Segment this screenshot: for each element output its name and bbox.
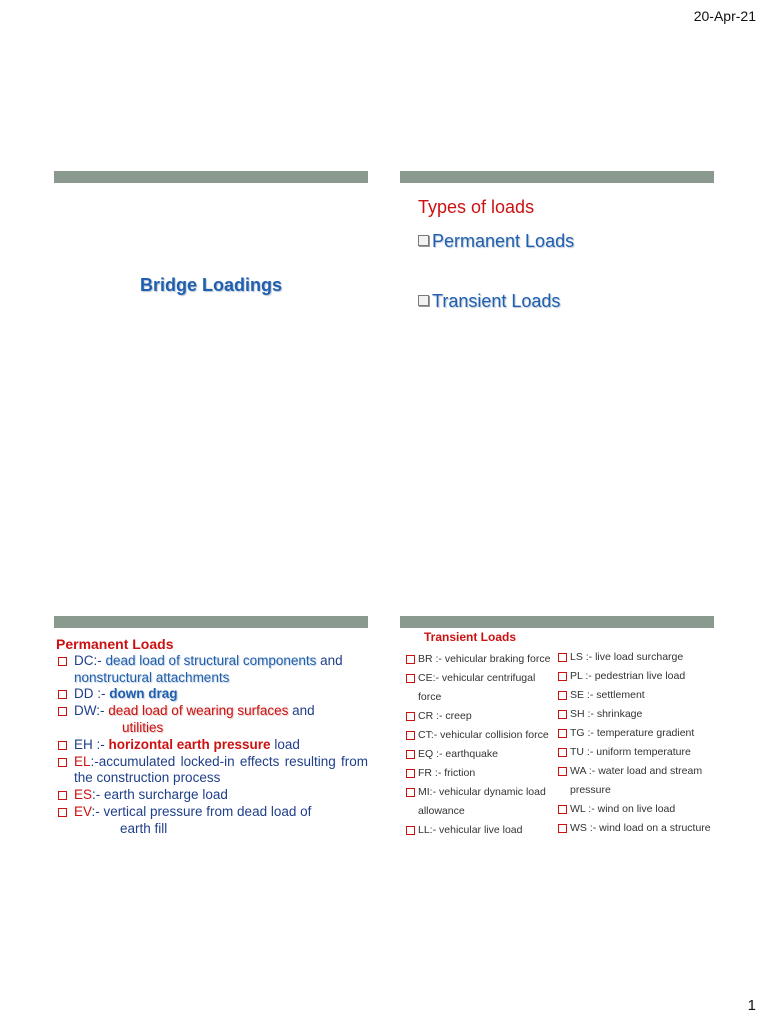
- checkbox-bullet-icon: [418, 235, 429, 246]
- load-code: DD :-: [74, 686, 110, 702]
- load-description: earth fill: [120, 820, 168, 836]
- checkbox-bullet-icon: [406, 769, 415, 778]
- load-code: EL: [74, 753, 91, 769]
- list-item: [418, 231, 574, 252]
- checkbox-bullet-icon: [58, 808, 67, 817]
- load-code: ES: [74, 787, 93, 803]
- load-conjunction: and: [288, 703, 315, 719]
- load-suffix: load: [270, 736, 300, 752]
- load-code: EH :-: [74, 736, 109, 752]
- list-item: [406, 745, 558, 764]
- checkbox-bullet-icon: [558, 653, 567, 662]
- checkbox-bullet-icon: [406, 826, 415, 835]
- checkbox-bullet-icon: [58, 758, 67, 767]
- list-item-label: SH :- shrinkage: [570, 708, 643, 720]
- list-item: [558, 705, 714, 724]
- checkbox-bullet-icon: [406, 788, 415, 797]
- load-description: down drag: [109, 686, 178, 702]
- list-item: [56, 804, 368, 838]
- list-item-label: PL :- pedestrian live load: [570, 670, 686, 682]
- list-item: [558, 724, 714, 743]
- load-description: horizontal earth pressure: [108, 736, 271, 752]
- list-item-label: CR :- creep: [418, 710, 472, 722]
- list-item-label: WA :- water load and stream pressure: [570, 765, 703, 796]
- checkbox-bullet-icon: [58, 791, 67, 800]
- list-item: [406, 726, 558, 745]
- slide-types-of-loads: [400, 171, 714, 581]
- list-item-label: TG :- temperature gradient: [570, 727, 695, 739]
- list-item: [558, 686, 714, 705]
- slide-title: Transient Loads: [424, 630, 517, 644]
- list-item: [56, 787, 368, 804]
- checkbox-bullet-icon: [406, 655, 415, 664]
- checkbox-bullet-icon: [558, 767, 567, 776]
- list-item: [56, 686, 368, 703]
- list-item-label: TU :- uniform temperature: [570, 746, 691, 758]
- list-item: [406, 764, 558, 783]
- checkbox-bullet-icon: [558, 748, 567, 757]
- load-description: nonstructural attachments: [74, 669, 230, 685]
- list-item: [406, 707, 558, 726]
- slide-permanent-loads: [54, 616, 368, 1026]
- load-description: :- vertical pressure from dead load of: [91, 803, 312, 819]
- slide-header-bar: [54, 616, 368, 628]
- slide-title: Types of loads: [418, 197, 535, 217]
- slide-header-bar: [400, 171, 714, 183]
- list-item-label: BR :- vehicular braking force: [418, 653, 551, 665]
- checkbox-bullet-icon: [58, 707, 67, 716]
- checkbox-bullet-icon: [558, 691, 567, 700]
- list-item-label: CE:- vehicular centrifugal force: [418, 672, 536, 703]
- transient-loads-right-column: [558, 648, 714, 838]
- list-item-label: CT:- vehicular collision force: [418, 729, 549, 741]
- list-item-label: EQ :- earthquake: [418, 748, 498, 760]
- checkbox-bullet-icon: [58, 741, 67, 750]
- slide-title: Permanent Loads: [56, 636, 174, 652]
- list-item: [558, 743, 714, 762]
- list-item: [558, 762, 714, 800]
- list-item-label: Permanent Loads: [432, 231, 575, 251]
- checkbox-bullet-icon: [58, 690, 67, 699]
- list-item-label: LL:- vehicular live load: [418, 824, 523, 836]
- list-item: [558, 667, 714, 686]
- list-item-label: WS :- wind load on a structure: [570, 822, 711, 834]
- checkbox-bullet-icon: [58, 657, 67, 666]
- checkbox-bullet-icon: [406, 712, 415, 721]
- list-item: [56, 737, 368, 754]
- load-code: EV: [74, 803, 92, 819]
- list-item: [406, 669, 558, 707]
- list-item-label: WL :- wind on live load: [570, 803, 676, 815]
- checkbox-bullet-icon: [558, 710, 567, 719]
- list-item-label: MI:- vehicular dynamic load allowance: [418, 786, 546, 817]
- list-item: [56, 703, 368, 737]
- list-item: [558, 648, 714, 667]
- list-item-label: Transient Loads: [432, 291, 561, 311]
- transient-loads-left-column: [406, 650, 558, 840]
- checkbox-bullet-icon: [558, 824, 567, 833]
- load-description: dead load of wearing surfaces: [108, 703, 289, 719]
- checkbox-bullet-icon: [418, 295, 429, 306]
- list-item-label: FR :- friction: [418, 767, 476, 779]
- checkbox-bullet-icon: [558, 805, 567, 814]
- slide-transient-loads: [400, 616, 714, 1026]
- list-item: [406, 650, 558, 669]
- slide-bridge-loadings: [54, 171, 368, 581]
- list-item: [56, 653, 368, 687]
- list-item: [406, 783, 558, 821]
- checkbox-bullet-icon: [558, 729, 567, 738]
- list-item: [558, 800, 714, 819]
- slide-title: Bridge Loadings: [139, 275, 282, 295]
- load-description: :-accumulated locked-in effects resulting from the construction process: [74, 753, 368, 786]
- header-date: 20-Apr-21: [693, 8, 756, 24]
- checkbox-bullet-icon: [406, 750, 415, 759]
- load-conjunction: and: [316, 652, 343, 668]
- list-item: [406, 821, 558, 840]
- list-item-label: SE :- settlement: [570, 689, 645, 701]
- load-description: utilities: [122, 719, 164, 735]
- list-item: [418, 291, 560, 312]
- checkbox-bullet-icon: [406, 674, 415, 683]
- checkbox-bullet-icon: [558, 672, 567, 681]
- load-code: DC:-: [74, 652, 106, 668]
- page-number: 1: [747, 997, 756, 1014]
- slide-header-bar: [400, 616, 714, 628]
- slide-header-bar: [54, 171, 368, 183]
- list-item-label: LS :- live load surcharge: [570, 651, 684, 663]
- checkbox-bullet-icon: [406, 731, 415, 740]
- load-description: dead load of structural components: [105, 652, 317, 668]
- load-description: :- earth surcharge load: [92, 787, 228, 803]
- list-item: [56, 754, 368, 788]
- permanent-loads-list: [56, 636, 368, 838]
- list-item: [558, 819, 714, 838]
- load-code: DW:-: [74, 703, 109, 719]
